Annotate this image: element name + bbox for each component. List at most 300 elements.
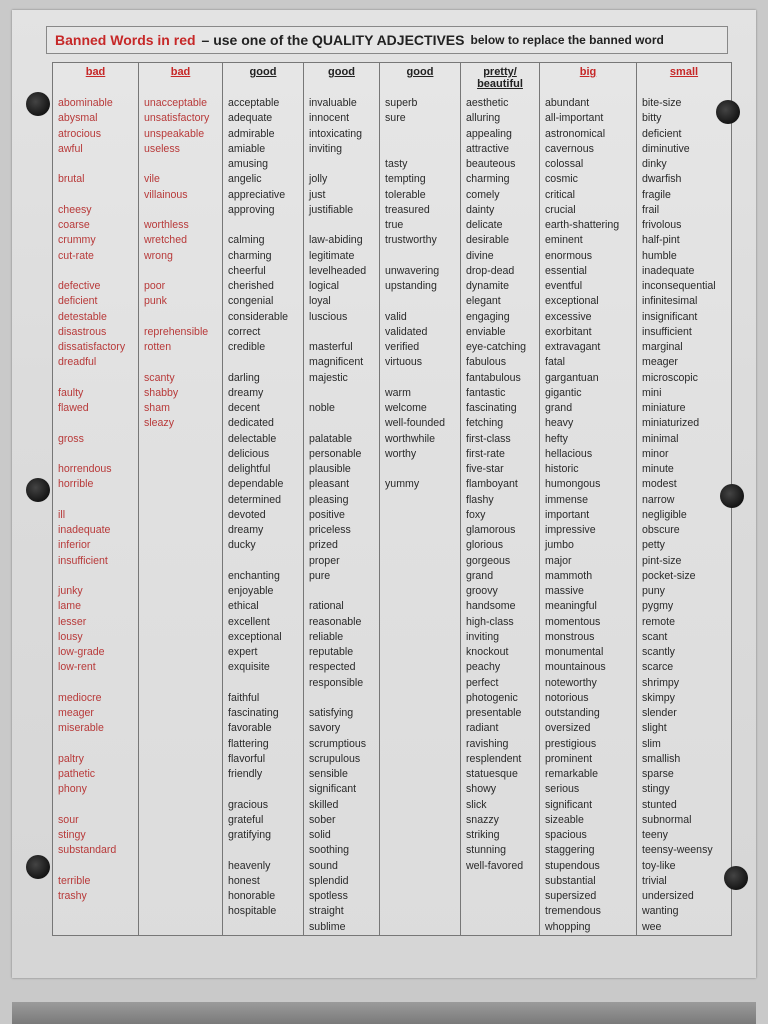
word-item: marginal — [642, 341, 683, 353]
word-item: vile — [144, 173, 160, 186]
word-item: crummy — [58, 234, 96, 247]
word-spacer — [58, 859, 138, 874]
word-spacer — [309, 691, 379, 706]
word-item: exceptional — [545, 295, 599, 308]
word-item: ill — [58, 508, 66, 521]
binder-hole — [720, 484, 744, 508]
word-item: monumental — [545, 646, 604, 658]
word-item: miniature — [642, 402, 686, 414]
word-item: wanting — [642, 905, 679, 918]
word-item: first-rate — [466, 447, 505, 460]
column-heading: good — [328, 66, 355, 78]
column-heading: big — [579, 66, 597, 78]
word-item: dissatisfactory — [58, 341, 126, 353]
word-item: teensy-weensy — [642, 844, 713, 857]
word-item: hefty — [545, 432, 568, 445]
binder-hole — [26, 855, 50, 879]
word-item: frail — [642, 203, 660, 216]
word-item: stingy — [58, 829, 86, 841]
word-spacer — [58, 737, 138, 752]
word-spacer — [309, 416, 379, 431]
word-item: perfect — [466, 676, 499, 689]
word-item: amusing — [228, 158, 269, 170]
word-item: alluring — [466, 112, 501, 125]
column-big — [540, 63, 637, 935]
word-item: logical — [309, 280, 340, 292]
column-heading: good — [249, 66, 277, 78]
word-item: supersized — [545, 890, 597, 902]
word-item: welcome — [385, 402, 427, 414]
word-item: glamorous — [466, 524, 516, 536]
word-item: groovy — [466, 585, 498, 597]
word-item: flashy — [466, 493, 494, 506]
word-item: narrow — [642, 493, 675, 506]
word-item: negligible — [642, 508, 687, 521]
word-item: innocent — [309, 112, 350, 125]
word-item: important — [545, 508, 590, 521]
word-item: unwavering — [385, 264, 440, 277]
word-item: deficient — [58, 295, 98, 308]
word-item: pygmy — [642, 600, 674, 613]
word-item: inadequate — [58, 524, 111, 536]
word-item: appreciative — [228, 188, 286, 201]
word-item: shrimpy — [642, 676, 680, 689]
word-item: paltry — [58, 752, 84, 765]
word-item: microscopic — [642, 371, 698, 384]
word-item: sour — [58, 813, 79, 826]
word-item: meaningful — [545, 600, 597, 613]
word-item: miniaturized — [642, 417, 700, 430]
word-spacer — [309, 325, 379, 340]
word-item: determined — [228, 493, 281, 506]
word-item: reprehensible — [144, 325, 209, 338]
word-item: scrumptious — [309, 737, 367, 750]
word-item: critical — [545, 188, 576, 201]
word-item: majestic — [309, 371, 348, 384]
word-spacer — [385, 142, 460, 157]
word-item: brutal — [58, 173, 85, 186]
word-spacer — [228, 355, 303, 370]
word-item: radiant — [466, 722, 499, 735]
word-item: bitty — [642, 112, 662, 125]
word-item: cavernous — [545, 142, 594, 155]
word-item: reputable — [309, 646, 354, 658]
next-page-edge — [12, 1002, 756, 1024]
word-spacer — [309, 386, 379, 401]
word-item: major — [545, 554, 572, 567]
word-item: palatable — [309, 432, 353, 445]
word-item: glorious — [466, 539, 504, 552]
word-spacer — [144, 203, 222, 218]
word-spacer — [58, 676, 138, 691]
word-item: stingy — [642, 783, 670, 796]
word-item: meager — [642, 356, 678, 369]
word-item: fantastic — [466, 386, 506, 399]
word-item: drop-dead — [466, 264, 515, 277]
word-item: scantly — [642, 646, 675, 658]
word-item: cheerful — [228, 264, 266, 277]
word-item: worthy — [385, 447, 417, 460]
word-item: low-rent — [58, 661, 96, 674]
word-item: slick — [466, 798, 487, 811]
word-item: massive — [545, 585, 584, 597]
word-item: positive — [309, 508, 345, 521]
word-item: gratifying — [228, 829, 271, 841]
word-item: verified — [385, 341, 420, 353]
word-item: mini — [642, 386, 662, 399]
word-item: darling — [228, 371, 260, 384]
word-item: insufficient — [58, 554, 108, 567]
word-item: handsome — [466, 600, 516, 613]
word-item: minimal — [642, 432, 679, 445]
word-item: pathetic — [58, 768, 96, 780]
word-item: dependable — [228, 478, 284, 491]
word-spacer — [385, 294, 460, 309]
word-item: lousy — [58, 630, 83, 643]
word-item: desirable — [466, 234, 509, 247]
word-list — [466, 96, 539, 874]
word-item: charming — [466, 173, 510, 186]
word-item: respected — [309, 661, 356, 674]
word-item: gigantic — [545, 386, 582, 399]
word-item: amiable — [228, 142, 266, 155]
word-item: ducky — [228, 539, 256, 552]
word-item: mountainous — [545, 661, 606, 674]
word-item: astronomical — [545, 127, 606, 140]
word-item: inconsequential — [642, 280, 716, 292]
word-item: validated — [385, 325, 428, 338]
word-item: dinky — [642, 158, 667, 170]
word-item: wretched — [144, 234, 187, 247]
word-item: worthless — [144, 219, 189, 231]
word-item: divine — [466, 249, 494, 262]
column-bad-2 — [139, 63, 223, 935]
word-item: terrible — [58, 874, 91, 887]
word-item: faulty — [58, 386, 84, 399]
word-item: scrupulous — [309, 752, 361, 765]
word-item: eye-catching — [466, 341, 527, 353]
word-list — [545, 96, 636, 935]
word-item: momentous — [545, 615, 601, 628]
word-item: slim — [642, 737, 661, 750]
word-item: scarce — [642, 661, 674, 674]
word-item: responsible — [309, 676, 364, 689]
word-item: mediocre — [58, 691, 102, 704]
word-item: decent — [228, 402, 260, 414]
word-item: fascinating — [228, 707, 279, 719]
column-good-2 — [304, 63, 380, 935]
word-list — [309, 96, 379, 935]
word-item: legitimate — [309, 249, 355, 262]
word-item: valid — [385, 310, 407, 323]
binder-hole — [716, 100, 740, 124]
word-item: excellent — [228, 615, 270, 628]
word-item: intoxicating — [309, 127, 362, 140]
word-item: tasty — [385, 158, 408, 170]
word-item: warm — [385, 386, 411, 399]
word-item: obscure — [642, 524, 680, 536]
word-item: sure — [385, 112, 406, 125]
word-item: oversized — [545, 722, 591, 735]
word-list — [642, 96, 731, 935]
word-item: poor — [144, 280, 166, 292]
word-item: dainty — [466, 203, 495, 216]
word-item: significant — [309, 783, 357, 796]
word-item: honest — [228, 874, 260, 887]
word-item: prominent — [545, 752, 593, 765]
word-item: spacious — [545, 829, 587, 841]
word-item: bite-size — [642, 97, 682, 109]
word-item: upstanding — [385, 280, 437, 292]
word-item: spotless — [309, 890, 348, 902]
word-spacer — [144, 264, 222, 279]
word-item: high-class — [466, 615, 514, 628]
word-item: dreamy — [228, 386, 264, 399]
word-spacer — [385, 371, 460, 386]
word-item: dreadful — [58, 356, 97, 369]
word-spacer — [58, 416, 138, 431]
word-item: enormous — [545, 249, 593, 262]
word-item: delightful — [228, 463, 271, 475]
word-item: insufficient — [642, 325, 692, 338]
word-item: mammoth — [545, 569, 593, 582]
column-heading: good — [406, 66, 434, 78]
word-item: statuesque — [466, 768, 518, 780]
word-item: satisfying — [309, 707, 354, 719]
word-item: reliable — [309, 630, 344, 643]
word-item: unsatisfactory — [144, 112, 210, 125]
word-item: trivial — [642, 874, 667, 887]
word-item: eventful — [545, 280, 583, 292]
word-item: inferior — [58, 539, 91, 552]
word-item: levelheaded — [309, 264, 367, 277]
word-item: outstanding — [545, 707, 600, 719]
word-item: congenial — [228, 295, 274, 308]
word-item: eminent — [545, 234, 583, 247]
word-item: straight — [309, 905, 344, 918]
word-item: fetching — [466, 417, 504, 430]
word-item: remarkable — [545, 768, 598, 780]
word-item: charming — [228, 249, 272, 262]
word-item: slight — [642, 722, 667, 735]
word-item: sober — [309, 813, 336, 826]
word-item: resplendent — [466, 752, 522, 765]
word-item: useless — [144, 142, 180, 155]
word-item: fabulous — [466, 356, 507, 369]
word-item: true — [385, 219, 404, 231]
word-item: gorgeous — [466, 554, 511, 567]
word-item: fantabulous — [466, 371, 521, 384]
word-item: worthwhile — [385, 432, 436, 445]
word-item: staggering — [545, 844, 595, 857]
word-item: subnormal — [642, 813, 692, 826]
word-item: first-class — [466, 432, 511, 445]
word-item: reasonable — [309, 615, 362, 628]
word-item: half-pint — [642, 234, 680, 247]
word-item: gargantuan — [545, 371, 599, 384]
word-list — [228, 96, 303, 920]
word-item: justifiable — [309, 203, 354, 216]
word-item: meager — [58, 707, 94, 719]
word-item: pure — [309, 569, 331, 582]
word-item: flattering — [228, 737, 269, 750]
word-item: well-founded — [385, 417, 446, 430]
word-item: enviable — [466, 325, 506, 338]
word-item: admirable — [228, 127, 275, 140]
word-item: exquisite — [228, 661, 270, 674]
word-spacer — [228, 554, 303, 569]
word-item: appealing — [466, 127, 512, 140]
column-small — [637, 63, 731, 935]
column-good-1 — [223, 63, 304, 935]
word-item: significant — [545, 798, 593, 811]
word-item: law-abiding — [309, 234, 363, 247]
word-item: considerable — [228, 310, 289, 323]
word-spacer — [144, 157, 222, 172]
word-item: gross — [58, 432, 84, 445]
word-item: hospitable — [228, 905, 277, 918]
word-item: acceptable — [228, 97, 280, 109]
word-item: angelic — [228, 173, 262, 186]
word-item: disastrous — [58, 325, 107, 338]
word-item: photogenic — [466, 691, 518, 704]
word-item: dynamite — [466, 280, 509, 292]
word-item: unacceptable — [144, 97, 208, 109]
word-item: skilled — [309, 798, 339, 811]
word-spacer — [58, 188, 138, 203]
column-pretty-beautiful — [461, 63, 540, 935]
binder-hole — [26, 92, 50, 116]
word-item: pleasing — [309, 493, 349, 506]
word-item: inviting — [466, 630, 499, 643]
word-list — [58, 96, 138, 904]
word-item: grateful — [228, 813, 264, 826]
word-item: exorbitant — [545, 325, 592, 338]
word-item: dwarfish — [642, 173, 682, 186]
word-item: earth-shattering — [545, 219, 620, 231]
word-item: teeny — [642, 829, 668, 841]
word-item: wee — [642, 920, 662, 933]
word-item: engaging — [466, 310, 510, 323]
word-item: elegant — [466, 295, 501, 308]
word-item: punk — [144, 295, 167, 308]
word-item: abundant — [545, 97, 590, 109]
title-banned-words: Banned Words in red — [55, 32, 196, 48]
word-spacer — [228, 676, 303, 691]
title-instruction: – use one of the QUALITY ADJECTIVES — [201, 32, 465, 48]
binder-hole — [724, 866, 748, 890]
word-item: lesser — [58, 615, 87, 628]
word-item: cosmic — [545, 173, 578, 186]
word-item: faithful — [228, 691, 260, 704]
word-item: pleasant — [309, 478, 350, 491]
word-item: flawed — [58, 402, 89, 414]
word-item: modest — [642, 478, 677, 491]
word-item: tremendous — [545, 905, 601, 918]
word-item: detestable — [58, 310, 107, 323]
word-item: junky — [58, 585, 83, 597]
word-spacer — [144, 310, 222, 325]
word-item: sham — [144, 402, 170, 414]
word-item: delicious — [228, 447, 270, 460]
word-item: toy-like — [642, 859, 676, 872]
word-item: trashy — [58, 890, 87, 902]
word-item: infinitesimal — [642, 295, 698, 308]
word-item: crucial — [545, 203, 576, 216]
word-item: sparse — [642, 768, 674, 780]
word-item: immense — [545, 493, 588, 506]
word-item: snazzy — [466, 813, 499, 826]
word-spacer — [385, 249, 460, 264]
word-item: horrible — [58, 478, 94, 491]
word-item: inadequate — [642, 264, 695, 277]
word-item: humongous — [545, 478, 601, 491]
word-item: skimpy — [642, 691, 675, 704]
word-item: miserable — [58, 722, 104, 735]
word-item: showy — [466, 783, 497, 796]
word-spacer — [58, 447, 138, 462]
word-spacer — [58, 493, 138, 508]
word-item: invaluable — [309, 97, 357, 109]
word-item: grand — [466, 569, 494, 582]
word-item: colossal — [545, 158, 584, 170]
word-item: delicate — [466, 219, 503, 231]
word-item: plausible — [309, 463, 351, 475]
word-item: phony — [58, 783, 87, 796]
word-spacer — [228, 782, 303, 797]
word-item: horrendous — [58, 463, 112, 475]
word-spacer — [58, 264, 138, 279]
word-item: well-favored — [466, 859, 524, 872]
word-item: virtuous — [385, 356, 423, 369]
word-item: tolerable — [385, 188, 426, 201]
word-spacer — [309, 157, 379, 172]
word-item: smallish — [642, 752, 681, 765]
word-item: striking — [466, 829, 500, 841]
word-item: fascinating — [466, 402, 517, 414]
word-item: stupendous — [545, 859, 600, 872]
word-item: superb — [385, 97, 418, 109]
word-item: remote — [642, 615, 675, 628]
column-heading: pretty/ beautiful — [477, 66, 523, 90]
word-item: enchanting — [228, 569, 280, 582]
word-item: loyal — [309, 295, 331, 308]
word-item: knockout — [466, 646, 509, 658]
word-item: delectable — [228, 432, 277, 445]
word-table — [52, 62, 732, 936]
word-item: substandard — [58, 844, 117, 857]
word-item: flavorful — [228, 752, 266, 765]
word-item: solid — [309, 829, 331, 841]
word-item: serious — [545, 783, 580, 796]
word-spacer — [58, 569, 138, 584]
word-item: essential — [545, 264, 587, 277]
word-item: insignificant — [642, 310, 698, 323]
word-item: awful — [58, 142, 83, 155]
word-item: atrocious — [58, 127, 101, 140]
word-item: hellacious — [545, 447, 593, 460]
word-spacer — [385, 462, 460, 477]
word-item: extravagant — [545, 341, 601, 353]
word-item: stunted — [642, 798, 677, 811]
word-item: coarse — [58, 219, 90, 231]
word-spacer — [58, 798, 138, 813]
title-suffix: below to replace the banned word — [470, 33, 664, 47]
word-spacer — [309, 218, 379, 233]
word-item: noteworthy — [545, 676, 597, 689]
word-item: five-star — [466, 463, 504, 475]
word-item: credible — [228, 341, 266, 353]
